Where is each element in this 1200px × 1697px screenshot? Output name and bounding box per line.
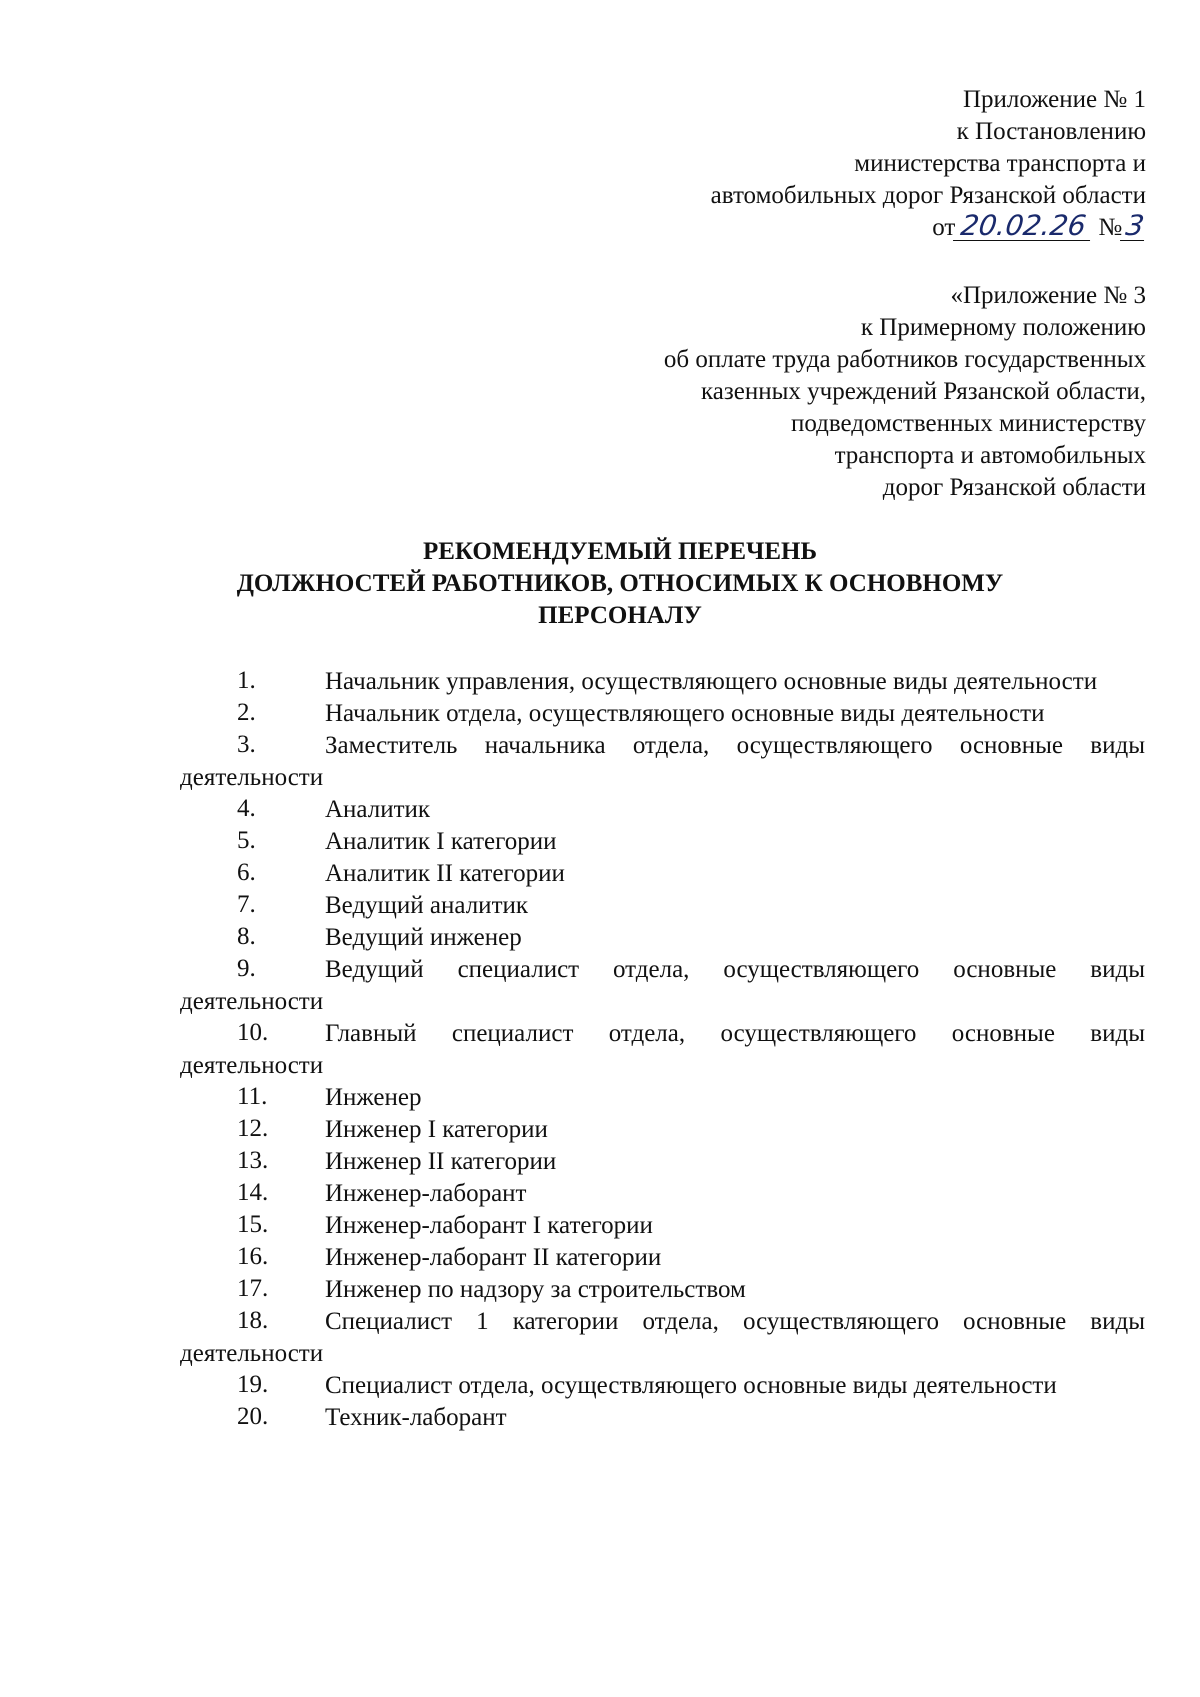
list-item — [180, 890, 1145, 922]
list-item-text: Аналитик I категории — [325, 828, 557, 855]
list-item-text: Инженер II категории — [325, 1148, 557, 1175]
list-item-number: 5. — [237, 827, 256, 854]
list-item-number: 18. — [237, 1307, 269, 1334]
list-item — [180, 922, 1145, 954]
appendix-1-header — [711, 84, 1146, 244]
appendix-1-line: министерства транспорта и — [854, 150, 1146, 177]
list-item-number: 19. — [237, 1371, 269, 1398]
positions-list — [180, 666, 1145, 1434]
list-item-text: Инженер-лаборант — [325, 1180, 527, 1207]
appendix-1-date-line — [711, 209, 1147, 244]
list-item — [180, 666, 1145, 698]
list-item — [180, 1146, 1145, 1178]
title-line: РЕКОМЕНДУЕМЫЙ ПЕРЕЧЕНЬ — [422, 538, 818, 565]
list-item — [180, 1082, 1145, 1114]
list-item — [180, 794, 1145, 826]
list-item-number: 14. — [237, 1179, 269, 1206]
appendix-3-line: «Приложение № 3 — [950, 282, 1146, 309]
list-item-text: Инженер-лаборант I категории — [325, 1212, 653, 1239]
handwritten-number: 3 — [1120, 212, 1148, 241]
list-item-text: Аналитик II категории — [325, 860, 565, 887]
list-item-text: Техник-лаборант — [325, 1404, 507, 1431]
list-item-text: Заместитель начальника отдела, осуществляющего основные виды деятельности — [180, 732, 1145, 791]
list-item-text: Начальник отдела, осуществляющего основные виды деятельности — [325, 700, 1045, 727]
list-item — [180, 1114, 1145, 1146]
list-item-number: 12. — [237, 1115, 269, 1142]
list-item — [180, 1402, 1145, 1434]
list-item-number: 1. — [237, 667, 256, 694]
list-item-text: Ведущий специалист отдела, осуществляющего основные виды деятельности — [180, 956, 1145, 1015]
title-line: ДОЛЖНОСТЕЙ РАБОТНИКОВ, ОТНОСИМЫХ К ОСНОВНОМУ — [236, 570, 1004, 597]
list-item-number: 13. — [237, 1147, 269, 1174]
list-item-number: 7. — [237, 891, 256, 918]
list-item-number: 4. — [237, 795, 256, 822]
appendix-1-line: к Постановлению — [956, 118, 1146, 145]
appendix-1-line: Приложение № 1 — [962, 86, 1146, 113]
list-item — [180, 1210, 1145, 1242]
list-item — [180, 954, 1145, 1018]
list-item-text: Инженер по надзору за строительством — [325, 1276, 746, 1303]
list-item-text: Инженер-лаборант II категории — [325, 1244, 662, 1271]
list-item — [180, 858, 1145, 890]
list-item-text: Главный специалист отдела, осуществляющего основные виды деятельности — [180, 1020, 1145, 1079]
list-item — [180, 698, 1145, 730]
list-item-text: Аналитик — [325, 796, 431, 823]
list-item-text: Специалист 1 категории отдела, осуществляющего основные виды деятельности — [180, 1308, 1145, 1367]
appendix-3-line: транспорта и автомобильных — [834, 442, 1146, 469]
list-item-number: 15. — [237, 1211, 269, 1238]
list-item-number: 10. — [237, 1019, 269, 1046]
list-item — [180, 1178, 1145, 1210]
list-item-text: Инженер — [325, 1084, 422, 1111]
list-item-text: Начальник управления, осуществляющего основные виды деятельности — [325, 668, 1098, 695]
list-item — [180, 826, 1145, 858]
list-item-number: 20. — [237, 1403, 269, 1430]
appendix-3-line: казенных учреждений Рязанской области, — [700, 378, 1146, 405]
handwritten-date: 20.02.26 — [953, 212, 1094, 241]
list-item-text: Специалист отдела, осуществляющего основные виды деятельности — [325, 1372, 1057, 1399]
list-item-number: 8. — [237, 923, 256, 950]
appendix-3-line: подведомственных министерству — [791, 410, 1146, 437]
title-line: ПЕРСОНАЛУ — [538, 602, 702, 629]
date-prefix: от — [932, 214, 956, 241]
list-item-number: 2. — [237, 699, 256, 726]
list-item-number: 6. — [237, 859, 256, 886]
list-item-number: 17. — [237, 1275, 269, 1302]
document-title — [0, 536, 1200, 632]
list-item — [180, 1370, 1145, 1402]
list-item-text: Инженер I категории — [325, 1116, 548, 1143]
list-item-number: 11. — [237, 1083, 268, 1110]
list-item-number: 9. — [237, 955, 256, 982]
list-item-text: Ведущий аналитик — [325, 892, 529, 919]
appendix-3-line: к Примерному положению — [860, 314, 1146, 341]
appendix-3-line: об оплате труда работников государственных — [663, 346, 1146, 373]
list-item — [180, 1274, 1145, 1306]
appendix-1-line: автомобильных дорог Рязанской области — [710, 182, 1146, 209]
number-prefix: № — [1098, 214, 1123, 241]
appendix-3-header — [664, 280, 1146, 504]
appendix-3-line: дорог Рязанской области — [882, 474, 1146, 501]
list-item — [180, 1018, 1145, 1082]
list-item — [180, 1306, 1145, 1370]
list-item-number: 3. — [237, 731, 256, 758]
list-item-number: 16. — [237, 1243, 269, 1270]
list-item-text: Ведущий инженер — [325, 924, 522, 951]
list-item — [180, 730, 1145, 794]
list-item — [180, 1242, 1145, 1274]
